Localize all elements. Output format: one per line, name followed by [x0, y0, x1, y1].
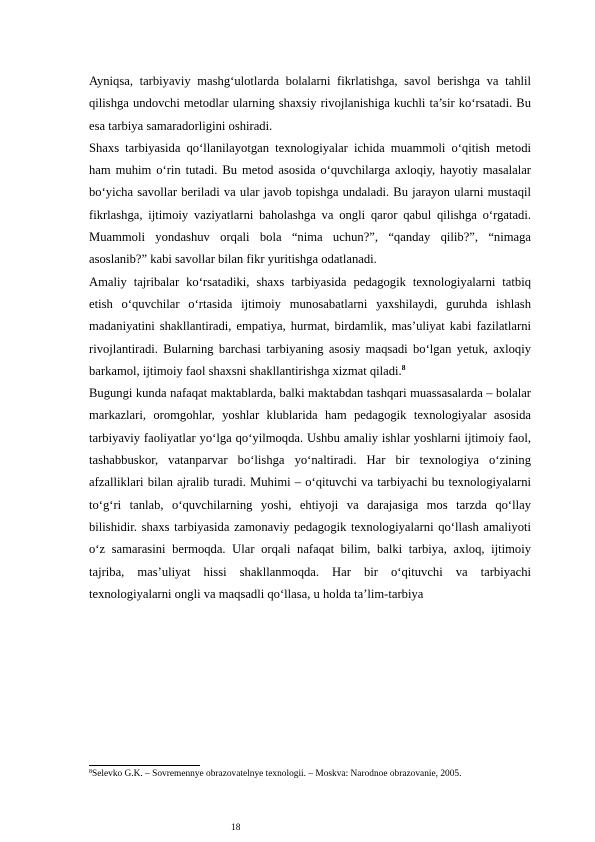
paragraph-4: Bugungi kunda nafaqat maktablarda, balki maktabdan tashqari muassasalarda – bolalar markazlari, oromgohlar, yoshlar klublarida ham pedagogik texnologiyalar asosida tarbiyaviy faoliyatlar yo‘lga qo‘yilmoqda. Ushbu amaliy ishlar yoshlarni ijtimoiy faol, tashabbuskor, vatanparvar bo‘lishga yo‘naltiradi. Har bir texnologiya o‘zining afzalliklari bilan ajralib turadi. Muhimi – o‘qituvchi va tarbiyachi bu texnologiyalarni to‘g‘ri tanlab, o‘quvchilarning yoshi, ehtiyoji va darajasiga mos tarzda qo‘llay bilishidir. shaxs tarbiyasida zamonaviy pedagogik texnologiyalarni qo‘llash amaliyoti o‘z samarasini bermoqda. Ular orqali nafaqat bilim, balki tarbiya, axloq, ijtimoiy tajriba, mas’uliyat hissi shakllanmoqda. Har bir o‘qituvchi va tarbiyachi texnologiyalarni ongli va maqsadli qo‘llasa, u holda ta’lim-tarbiya [89, 386, 531, 601]
footnote-text: Selevko G.K. – Sovremennye obrazovatelnye texnologii. – Moskva: Narodnoe obrazovanie, 2005. [92, 769, 462, 779]
footnote-separator [89, 765, 200, 766]
page-number: 18 [231, 823, 241, 833]
footnote-reference[interactable]: 8 [401, 362, 406, 372]
footnote-marker: 8 [89, 769, 92, 775]
paragraph-2: Shaxs tarbiyasida qo‘llanilayotgan texnologiyalar ichida muammoli o‘qitish metodi ham muhim o‘rin tutadi. Bu metod asosida o‘quvchilarga axloqiy, hayotiy masalalar bo‘yicha savollar beriladi va ular javob topishga undaladi. Bu jarayon ularni mustaqil fikrlashga, ijtimoiy vaziyatlarni baholashga va ongli qaror qabul qilishga o‘rgatadi. Muammoli yondashuv orqali bola “nima uchun?”, “qanday qilib?”, “nimaga asoslanib?” kabi savollar bilan fikr yuritishga odatlanadi. [89, 140, 531, 267]
footnote [89, 768, 509, 780]
paragraph-3-text: Amaliy tajribalar ko‘rsatadiki, shaxs tarbiyasida pedagogik texnologiyalarni tatbiq etish o‘quvchilar o‘rtasida ijtimoiy munosabatlarni yaxshilaydi, guruhda ishlash madaniyatini shakllantiradi, empatiya, hurmat, birdamlik, mas’uliyat kabi fazilatlarni rivojlantiradi. Bularning barchasi tarbiyaning asosiy maqsadi bo‘lgan yetuk, axloqiy barkamol, ijtimoiy faol shaxsni shakllantirishga xizmat qiladi. [89, 274, 531, 378]
body-text [89, 70, 531, 605]
paragraph-3 [89, 271, 531, 382]
paragraph-1: Ayniqsa, tarbiyaviy mashg‘ulotlarda bolalarni fikrlatishga, savol berishga va tahlil qilishga undovchi metodlar ularning shaxsiy rivojlanishiga kuchli ta’sir ko‘rsatadi. Bu esa tarbiya samaradorligini oshiradi. [89, 74, 531, 133]
